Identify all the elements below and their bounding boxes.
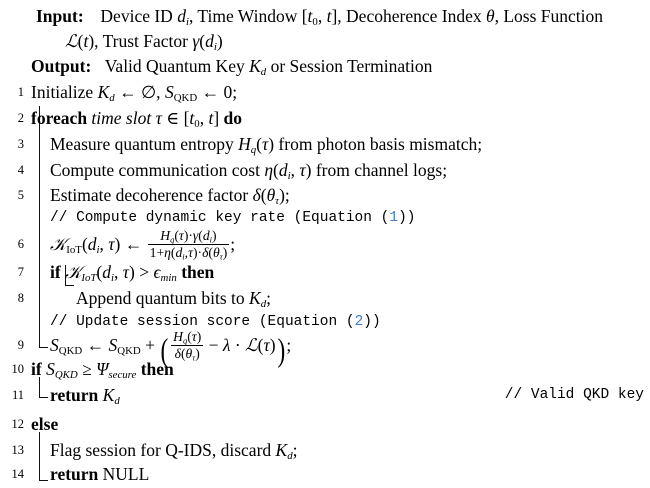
line-content: Flag session for Q-IDS, discard $K_d$; [50, 440, 298, 463]
input-header-line1 [36, 4, 603, 29]
algo-line-10 [0, 355, 650, 383]
algo-line-12 [0, 410, 650, 438]
input-text-line2: ℒ(t), Trust Factor $\gamma(d_i)$ [65, 31, 223, 54]
line-content: Estimate decoherence factor $\delta(\theta_\tau)$; [50, 185, 290, 208]
comment-suffix: )) [398, 210, 416, 226]
line-number: 13 [11, 443, 24, 457]
input-header-line2 [65, 29, 223, 55]
comment-valid-qkd-key: // Valid QKD key [504, 387, 644, 403]
line-content: foreach time slot τ ∈ [$t_0$, t] do [31, 108, 243, 131]
algo-line-11 [0, 381, 650, 409]
algo-line-1 [0, 78, 650, 106]
line-number: 7 [17, 265, 24, 279]
algo-line-4 [0, 156, 650, 184]
input-label: Input: [36, 6, 84, 26]
line-content: return $K_d$ [50, 385, 120, 408]
line-content: if $S_{QKD} \ge \Psi_{secure}$ then [31, 359, 174, 382]
output-label: Output: [31, 56, 92, 76]
line-number: 2 [17, 111, 24, 125]
line-content: $S_{QKD}$ ← $S_{QKD}$ + ( $\frac{H_q(\tau)}{\delta(\theta_\tau)}$ − λ · ℒ(τ)); [50, 329, 292, 369]
comment-prefix: // Update session score (Equation ( [50, 314, 355, 330]
line-content: Append quantum bits to $K_d$; [76, 288, 272, 311]
line-number: 14 [11, 467, 24, 481]
comment-prefix: // Compute dynamic key rate (Equation ( [50, 210, 390, 226]
line-number: 3 [17, 137, 24, 151]
else-keyword: else [31, 414, 59, 434]
line-number: 10 [11, 362, 24, 376]
output-text: Valid Quantum Key $K_d$ or Session Termination [104, 56, 433, 79]
line-content: Measure quantum entropy $H_q(\tau)$ from photon basis mismatch; [50, 134, 483, 157]
algo-line-3 [0, 130, 650, 158]
line-number: 8 [17, 291, 24, 305]
equation-ref-1[interactable]: 1 [389, 210, 399, 226]
line-content: return NULL [50, 464, 150, 484]
line-content: Initialize $K_d$ ← ∅, $S_{QKD}$ ← 0; [31, 82, 238, 105]
comment-suffix: )) [363, 314, 381, 330]
line-content: Compute communication cost $\eta(d_i$, τ) from channel logs; [50, 160, 448, 183]
line-content: if $𝒦_{IoT}(d_i$, $\tau) > \epsilon_{min}$ then [50, 262, 215, 285]
algo-line-14 [0, 460, 650, 488]
line-number: 5 [17, 188, 24, 202]
key-rate-fraction: $\frac{H_q(\tau)\cdot\gamma(d_i)}{1+\eta(d_i,\tau)\cdot\delta(\theta_\tau)}$ [149, 228, 228, 261]
session-score-fraction: $\frac{H_q(\tau)}{\delta(\theta_\tau)}$ [173, 329, 202, 362]
line-number: 1 [17, 85, 24, 99]
input-text-line1: Device ID $d_i$, Time Window [$t_0$, t], Decoherence Index θ, Loss Function [100, 6, 603, 29]
line-number: 12 [11, 417, 24, 431]
line-content [31, 410, 58, 438]
line-number: 6 [17, 237, 24, 251]
line-content: $𝒦_{IoT}(d_i$, τ) ← $\frac{H_q(\tau)\cdot\gamma(d_i)}{1+\eta(d_i,\tau)\cdot\delta(\theta_\tau)}$ ; [50, 228, 236, 261]
output-header [31, 54, 432, 79]
algo-line-2 [0, 104, 650, 132]
line-number: 9 [17, 338, 24, 352]
line-number: 11 [11, 388, 24, 402]
algo-line-7 [0, 258, 650, 286]
line-number: 4 [17, 163, 24, 177]
equation-ref-2[interactable]: 2 [354, 314, 364, 330]
algo-line-6 [0, 228, 650, 260]
